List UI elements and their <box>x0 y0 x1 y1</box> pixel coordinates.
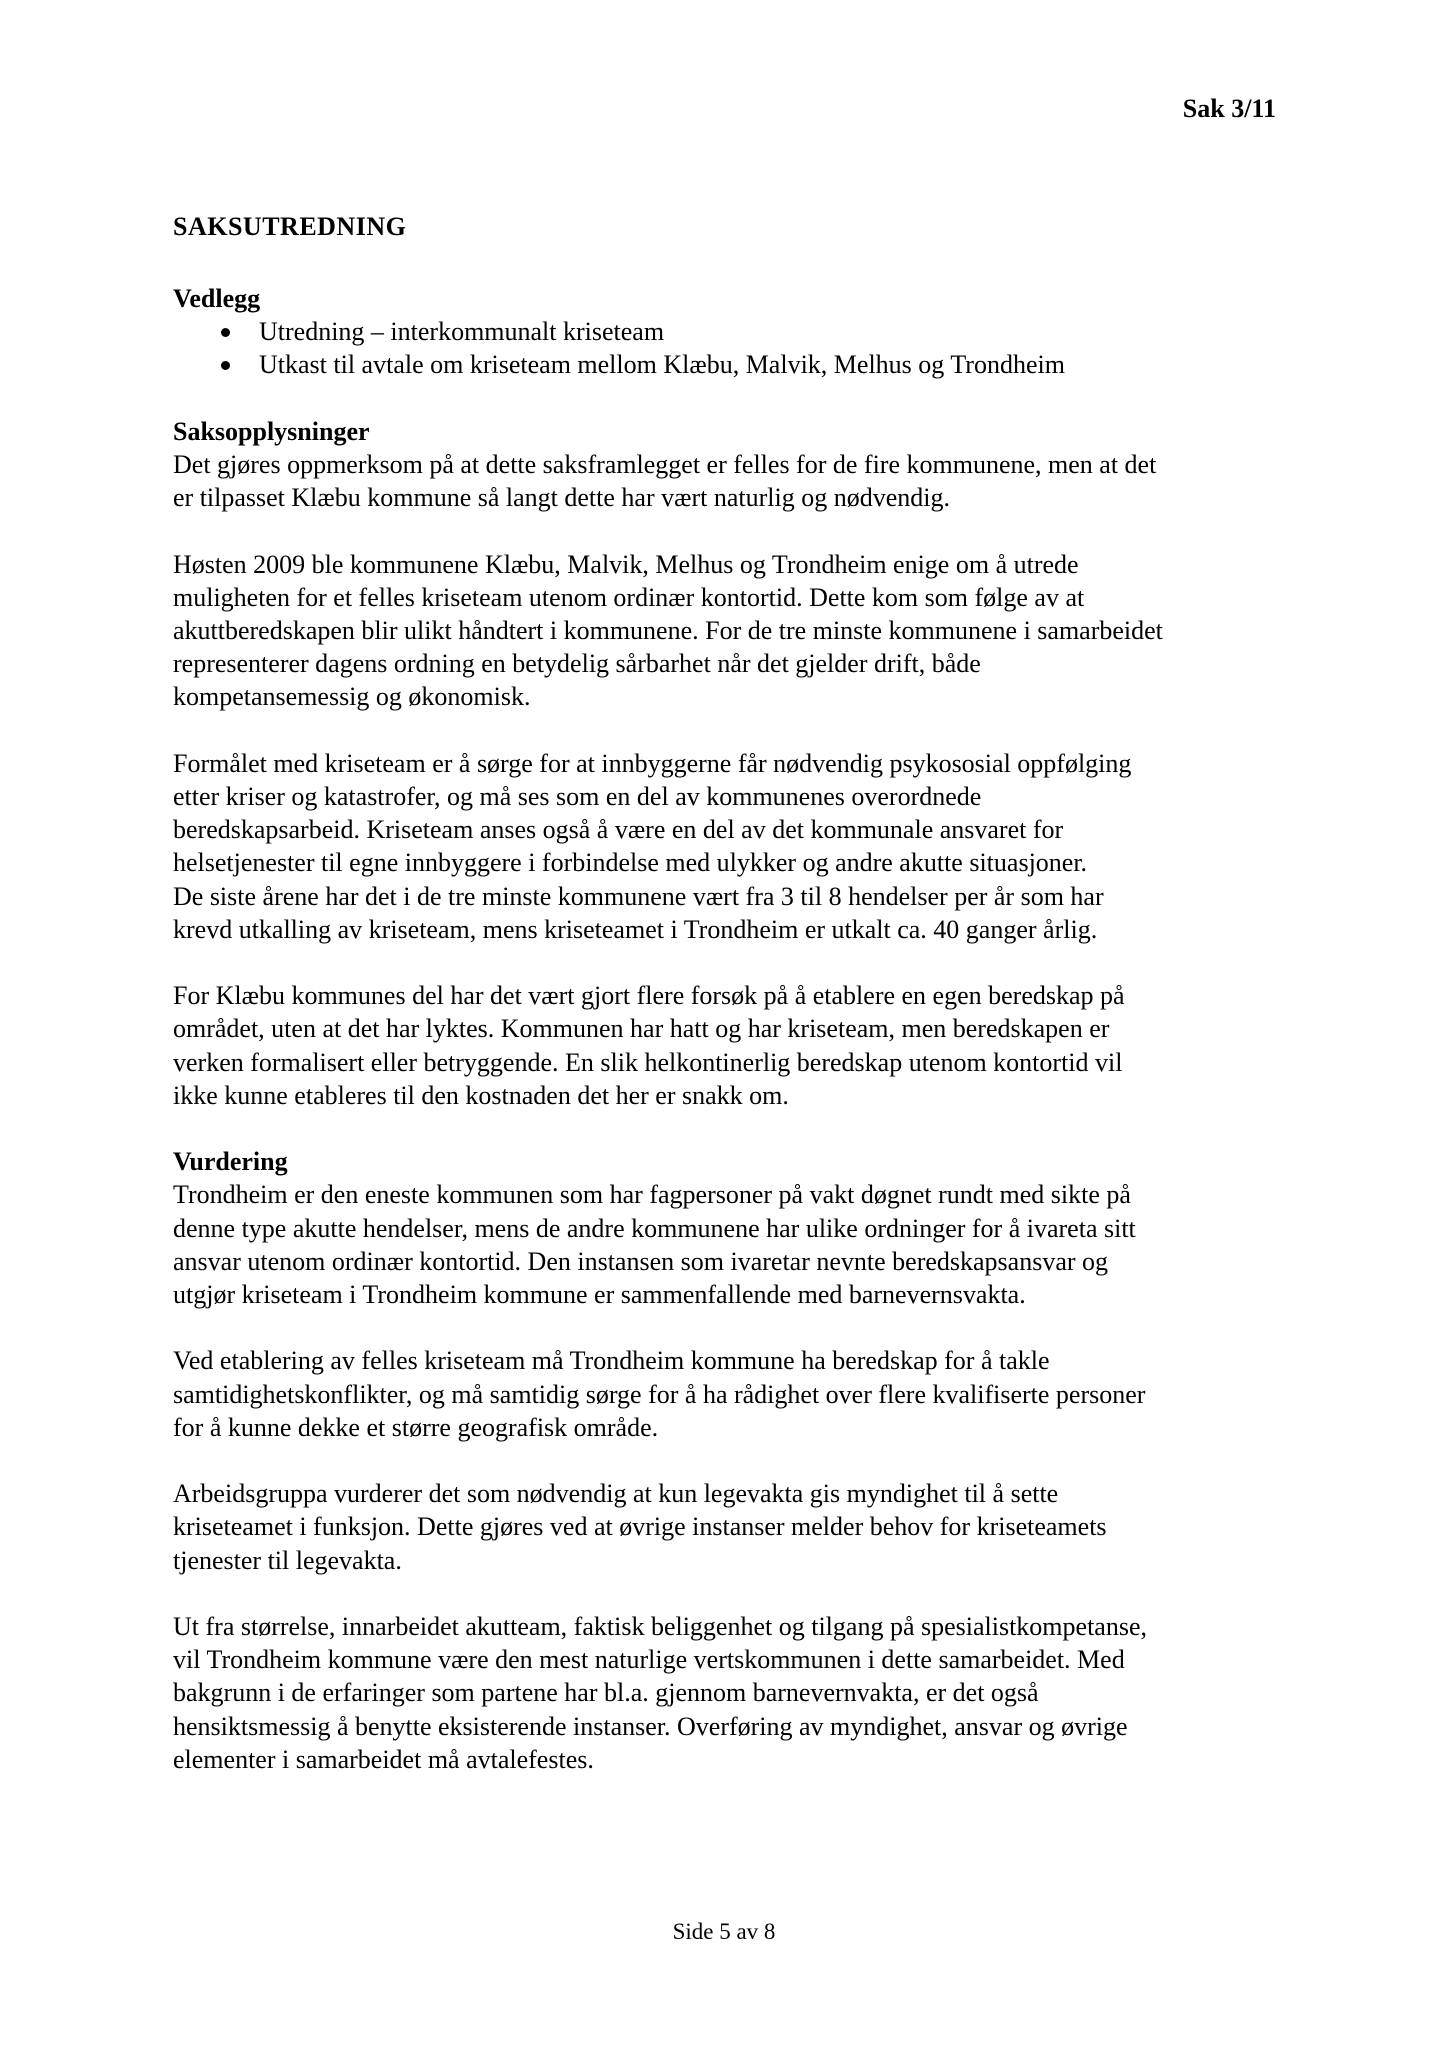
text-line: beredskapsarbeid. Kriseteam anses også å være en del av det kommunale ansvaret for <box>173 815 1064 845</box>
text-line: området, uten at det har lyktes. Kommunen har hatt og har kriseteam, men beredskapen er <box>173 1014 1110 1044</box>
information-heading: Saksopplysninger <box>173 416 370 446</box>
text-line: helsetjenester til egne innbyggere i forbindelse med ulykker og andre akutte situasjoner. <box>173 848 1088 878</box>
paragraph <box>173 979 1293 1112</box>
text-line: ansvar utenom ordinær kontortid. Den instansen som ivaretar nevnte beredskapsansvar og <box>173 1246 1109 1276</box>
attachments-heading: Vedlegg <box>173 284 261 313</box>
text-line: For Klæbu kommunes del har det vært gjort flere forsøk på å etablere en egen beredskap på <box>173 981 1125 1011</box>
text-line: bakgrunn i de erfaringer som partene har bl.a. gjennom barnevernvakta, er det også <box>173 1678 1039 1708</box>
attachment-item: Utkast til avtale om kriseteam mellom Klæbu, Malvik, Melhus og Trondheim <box>219 348 1293 381</box>
text-line: Det gjøres oppmerksom på at dette saksframlegget er felles for de fire kommunene, men at det <box>173 450 1157 479</box>
attachments-list <box>173 315 1293 381</box>
text-line: Trondheim er den eneste kommunen som har fagpersoner på vakt døgnet rundt med sikte på <box>173 1180 1131 1210</box>
text-line: Ved etablering av felles kriseteam må Trondheim kommune ha beredskap for å takle <box>173 1346 1050 1376</box>
text-line: etter kriser og katastrofer, og må ses som en del av kommunenes overordnede <box>173 782 982 811</box>
text-line: for å kunne dekke et større geografisk område. <box>173 1412 659 1442</box>
document-body <box>173 282 1293 1776</box>
text-line: Ut fra størrelse, innarbeidet akutteam, faktisk beliggenhet og tilgang på spesialistkompetanse, <box>173 1612 1147 1641</box>
text-line: krevd utkalling av kriseteam, mens kriseteamet i Trondheim er utkalt ca. 40 ganger årlig. <box>173 914 1098 944</box>
text-line: representerer dagens ordning en betydelig sårbarhet når det gjelder drift, både <box>173 649 981 679</box>
text-line: Arbeidsgruppa vurderer det som nødvendig at kun legevakta gis myndighet til å sette <box>173 1479 1059 1509</box>
page-number: Side 5 av 8 <box>672 1919 776 1944</box>
text-line: muligheten for et felles kriseteam utenom ordinær kontortid. Dette kom som følge av at <box>173 582 1085 612</box>
text-line: Høsten 2009 ble kommunene Klæbu, Malvik, Melhus og Trondheim enige om å utrede <box>173 549 1079 579</box>
text-line: kriseteamet i funksjon. Dette gjøres ved at øvrige instanser melder behov for kriseteamets <box>173 1512 1107 1542</box>
paragraph <box>173 1477 1293 1577</box>
text-line: De siste årene har det i de tre minste kommunene vært fra 3 til 8 hendelser per år som har <box>173 881 1104 911</box>
text-line: samtidighetskonflikter, og må samtidig sørge for å ha rådighet over flere kvalifiserte personer <box>173 1379 1146 1409</box>
text-line: verken formalisert eller betryggende. En slik helkontinerlig beredskap utenom kontortid vil <box>173 1047 1123 1077</box>
text-line: denne type akutte hendelser, mens de andre kommunene har ulike ordninger for å ivareta sitt <box>173 1213 1136 1243</box>
paragraph <box>173 1344 1293 1444</box>
paragraph <box>173 448 1293 514</box>
paragraph <box>173 747 1293 946</box>
text-line: hensiktsmessig å benytte eksisterende instanser. Overføring av myndighet, ansvar og øvrige <box>173 1711 1128 1741</box>
paragraph <box>173 1610 1293 1776</box>
text-line: elementer i samarbeidet må avtalefestes. <box>173 1744 594 1774</box>
paragraph <box>173 548 1293 714</box>
text-line: utgjør kriseteam i Trondheim kommune er sammenfallende med barnevernsvakta. <box>173 1280 1026 1310</box>
text-line: er tilpasset Klæbu kommune så langt dette har vært naturlig og nødvendig. <box>173 483 950 513</box>
text-line: vil Trondheim kommune være den mest naturlige vertskommunen i dette samarbeidet. Med <box>173 1645 1125 1675</box>
document-title: SAKSUTREDNING <box>173 212 407 241</box>
attachment-item: Utredning – interkommunalt kriseteam <box>219 315 1293 348</box>
text-line: Formålet med kriseteam er å sørge for at innbyggerne får nødvendig psykososial oppfølging <box>173 748 1132 778</box>
text-line: akuttberedskapen blir ulikt håndtert i kommunene. For de tre minste kommunene i samarbeidet <box>173 616 1163 645</box>
text-line: tjenester til legevakta. <box>173 1545 402 1575</box>
case-number: Sak 3/11 <box>1182 94 1276 123</box>
text-line: kompetansemessig og økonomisk. <box>173 682 531 712</box>
assessment-heading: Vurdering <box>173 1147 288 1177</box>
text-line: ikke kunne etableres til den kostnaden det her er snakk om. <box>173 1080 789 1110</box>
paragraph <box>173 1178 1293 1311</box>
